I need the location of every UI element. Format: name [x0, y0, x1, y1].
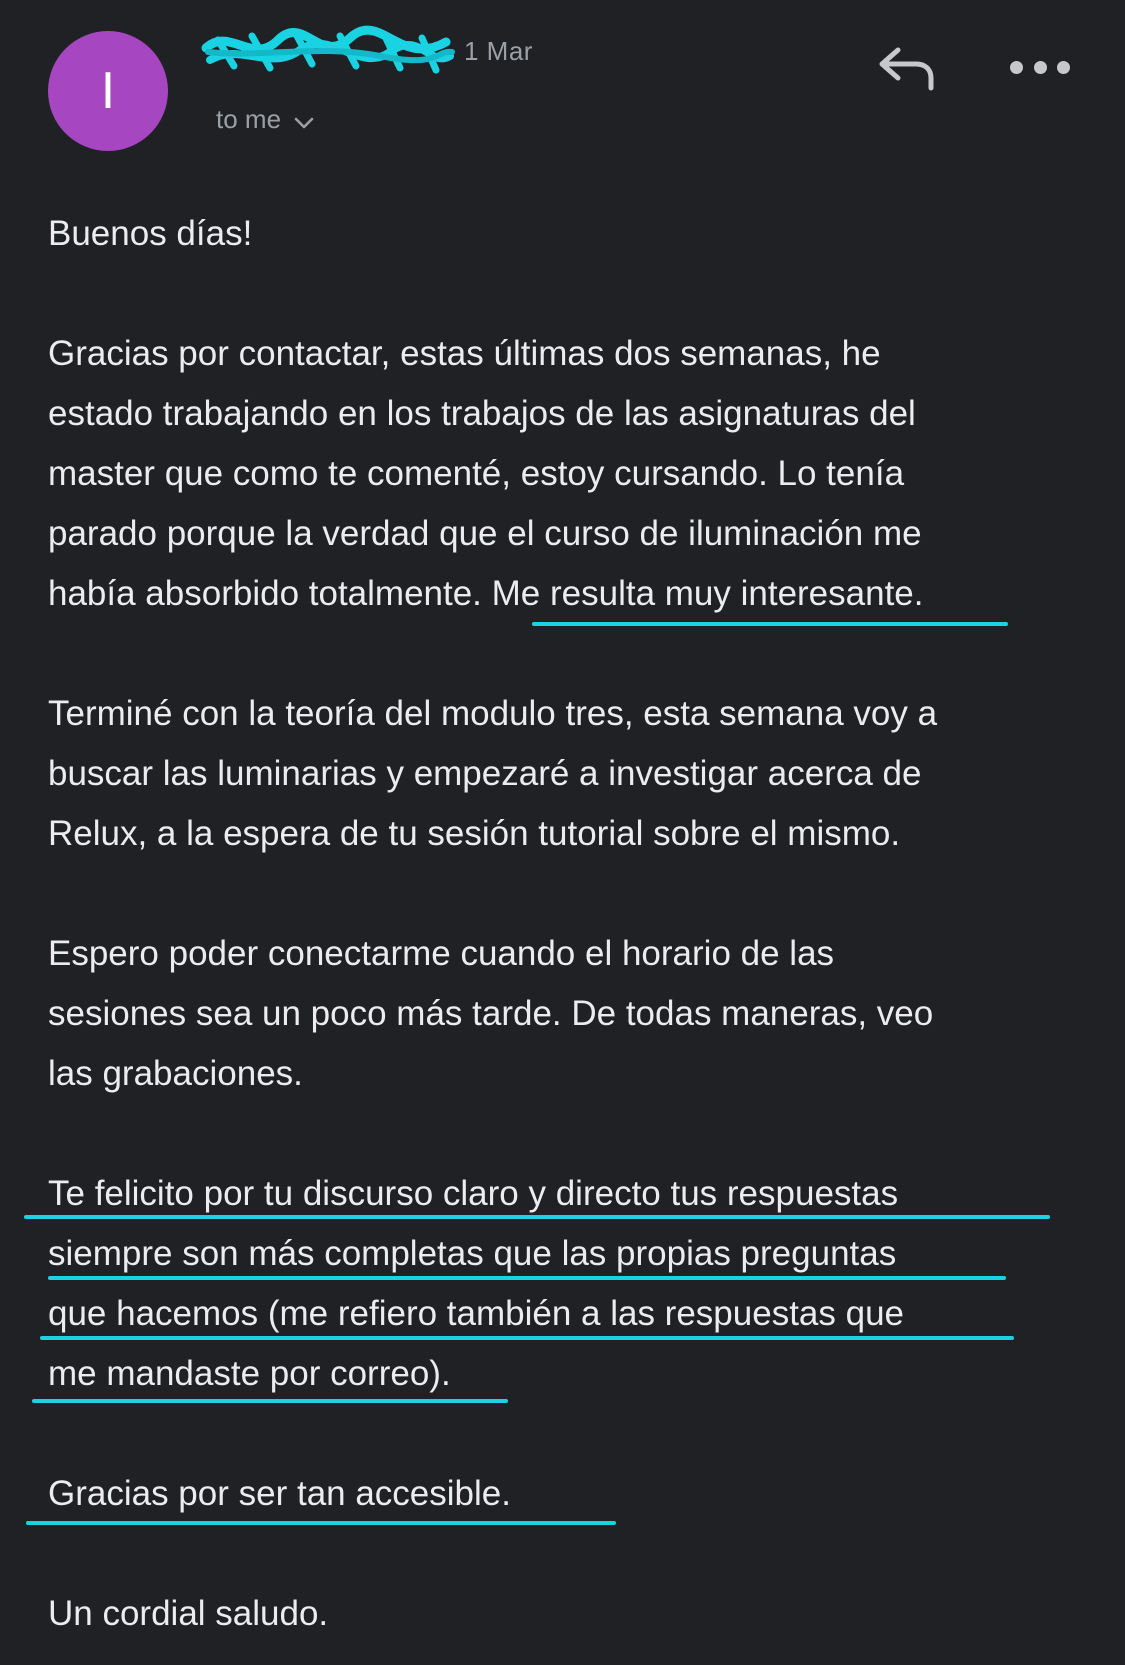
highlight-underline [48, 1276, 1006, 1280]
body-line: siempre son más completas que las propias preguntas [48, 1234, 897, 1273]
greeting: Buenos días! [48, 214, 253, 253]
highlight-underline [40, 1336, 1014, 1340]
more-options-button[interactable] [1010, 50, 1070, 84]
more-horizontal-icon-dot [1034, 61, 1047, 74]
sender-avatar[interactable] [48, 31, 168, 151]
email-header [0, 0, 1125, 170]
body-line: estado trabajando en los trabajos de las asignaturas del [48, 394, 916, 433]
highlight-underline [532, 622, 1008, 626]
body-line: me mandaste por correo). [48, 1354, 451, 1393]
body-line: parado porque la verdad que el curso de iluminación me [48, 514, 922, 553]
body-line: Terminé con la teoría del modulo tres, esta semana voy a [48, 694, 938, 733]
body-line: master que como te comenté, estoy cursando. Lo tenía [48, 454, 905, 493]
body-line: que hacemos (me refiero también a las respuestas que [48, 1294, 905, 1333]
paragraph-1 [48, 324, 1088, 624]
email-body [48, 204, 1088, 1644]
closing: Un cordial saludo. [48, 1594, 329, 1633]
body-line: buscar las luminarias y empezaré a investigar acerca de [48, 754, 922, 793]
chevron-down-icon [291, 110, 317, 136]
more-horizontal-icon-dot [1057, 61, 1070, 74]
paragraph-5: Gracias por ser tan accesible. [48, 1474, 511, 1513]
paragraph-4 [48, 1164, 1088, 1404]
body-line: Gracias por contactar, estas últimas dos semanas, he [48, 334, 881, 373]
avatar-initial: I [100, 62, 116, 120]
body-line: Espero poder conectarme cuando el horario de las [48, 934, 835, 973]
body-line: Relux, a la espera de tu sesión tutorial sobre el mismo. [48, 814, 901, 853]
body-line: Te felicito por tu discurso claro y directo tus respuestas [48, 1174, 899, 1213]
more-horizontal-icon-dot [1010, 61, 1023, 74]
body-line: sesiones sea un poco más tarde. De todas maneras, veo [48, 994, 934, 1033]
paragraph-2 [48, 684, 1088, 864]
paragraph-3 [48, 924, 1088, 1104]
body-line: las grabaciones. [48, 1054, 303, 1093]
redacted-sender-name [200, 22, 456, 82]
reply-icon[interactable] [876, 40, 938, 96]
recipient-toggle[interactable] [216, 102, 317, 136]
highlight-underline [32, 1399, 508, 1403]
recipient-label: to me [216, 103, 282, 134]
highlight-underline [26, 1521, 616, 1525]
email-date: 1 Mar [464, 36, 533, 66]
highlight-underline [24, 1215, 1050, 1219]
body-line: había absorbido totalmente. Me resulta muy interesante. [48, 574, 924, 613]
